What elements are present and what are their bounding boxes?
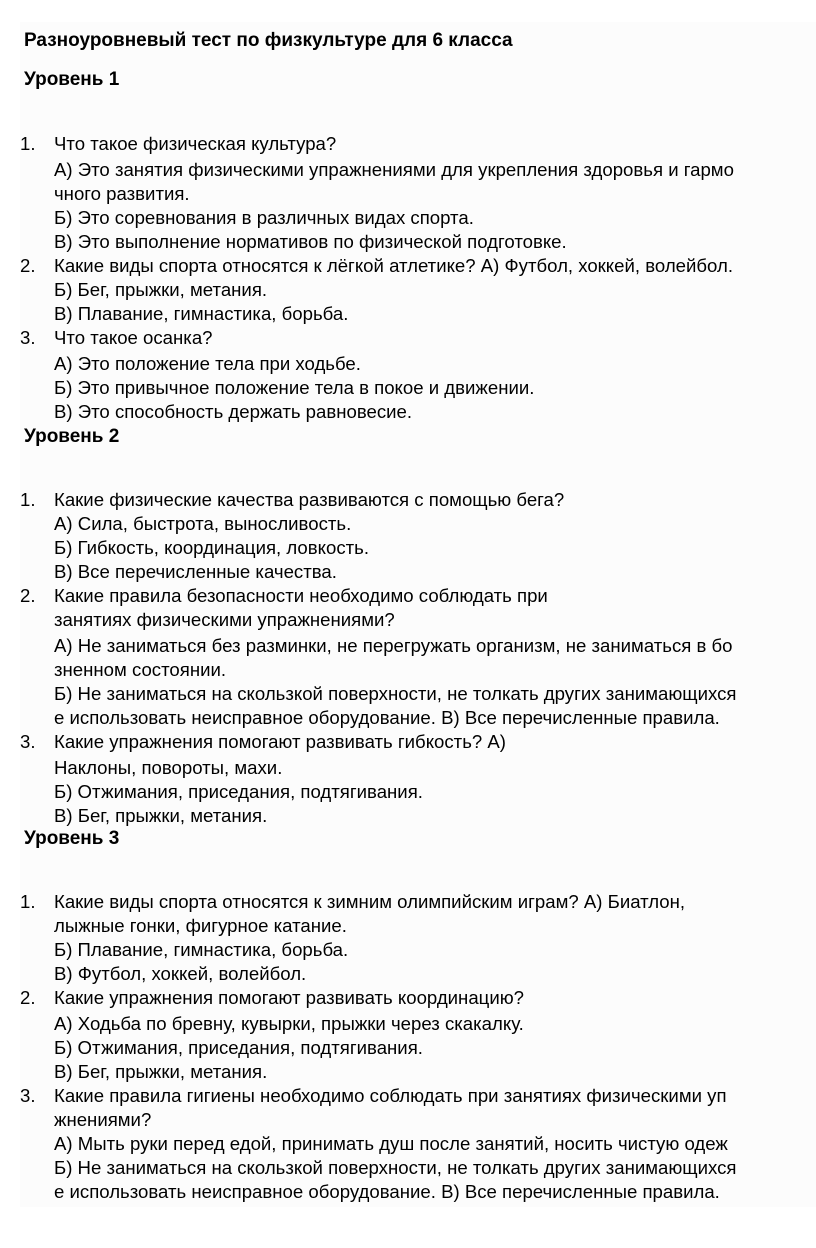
question-number: 2. bbox=[20, 987, 36, 1008]
question-text-continued: занятиях физическими упражнениями? bbox=[54, 609, 395, 630]
level-2-heading: Уровень 2 bbox=[24, 426, 120, 447]
answer-b: Б) Плавание, гимнастика, борьба. bbox=[54, 939, 349, 960]
document-title: Разноуровневый тест по физкультуре для 6 класса bbox=[24, 30, 513, 51]
question-number: 1. bbox=[20, 133, 36, 154]
question-number: 1. bbox=[20, 891, 36, 912]
question-text-continued: жнениями? bbox=[54, 1109, 152, 1130]
answer-b: Б) Это соревнования в различных видах спорта. bbox=[54, 207, 474, 228]
answer-b: Б) Бег, прыжки, метания. bbox=[54, 279, 268, 300]
answer-a-continued: зненном состоянии. bbox=[54, 659, 227, 680]
question-number: 3. bbox=[20, 1085, 36, 1106]
question-text: Какие виды спорта относятся к лёгкой атлетике? А) Футбол, хоккей, волейбол. bbox=[54, 255, 733, 276]
answer-b: Б) Не заниматься на скользкой поверхности, не толкать других занимающихся bbox=[54, 683, 737, 704]
question-number: 2. bbox=[20, 585, 36, 606]
answer-b: Б) Не заниматься на скользкой поверхности, не толкать других занимающихся bbox=[54, 1157, 737, 1178]
answer-c: В) Футбол, хоккей, волейбол. bbox=[54, 963, 307, 984]
answer-c: В) Все перечисленные качества. bbox=[54, 561, 337, 582]
level-1-heading: Уровень 1 bbox=[24, 69, 120, 90]
question-text-continued: Наклоны, повороты, махи. bbox=[54, 757, 283, 778]
question-text: Что такое осанка? bbox=[54, 327, 213, 348]
answer-c: В) Плавание, гимнастика, борьба. bbox=[54, 303, 349, 324]
question-text: Какие упражнения помогают развивать координацию? bbox=[54, 987, 524, 1008]
question-text: Какие правила безопасности необходимо соблюдать при bbox=[54, 585, 548, 606]
question-text: Какие упражнения помогают развивать гибкость? А) bbox=[54, 731, 506, 752]
answer-b: Б) Отжимания, приседания, подтягивания. bbox=[54, 781, 423, 802]
question-text-continued: лыжные гонки, фигурное катание. bbox=[54, 915, 347, 936]
answer-b-continued: е использовать неисправное оборудование. В) Все перечисленные правила. bbox=[54, 707, 720, 728]
answer-a-continued: чного развития. bbox=[54, 183, 190, 204]
level-3-heading: Уровень 3 bbox=[24, 828, 120, 849]
answer-a: А) Это положение тела при ходьбе. bbox=[54, 353, 361, 374]
answer-c: В) Бег, прыжки, метания. bbox=[54, 1061, 268, 1082]
question-number: 3. bbox=[20, 731, 36, 752]
question-number: 3. bbox=[20, 327, 36, 348]
question-text: Какие правила гигиены необходимо соблюдать при занятиях физическими уп bbox=[54, 1085, 727, 1106]
answer-a: А) Сила, быстрота, выносливость. bbox=[54, 513, 352, 534]
question-number: 2. bbox=[20, 255, 36, 276]
question-text: Какие виды спорта относятся к зимним олимпийским играм? А) Биатлон, bbox=[54, 891, 686, 912]
answer-c: В) Это выполнение нормативов по физической подготовке. bbox=[54, 231, 567, 252]
question-text: Что такое физическая культура? bbox=[54, 133, 337, 154]
document-page bbox=[20, 22, 816, 1207]
answer-b: Б) Отжимания, приседания, подтягивания. bbox=[54, 1037, 423, 1058]
question-text: Какие физические качества развиваются с помощью бега? bbox=[54, 489, 565, 510]
answer-a: А) Не заниматься без разминки, не перегружать организм, не заниматься в бо bbox=[54, 635, 733, 656]
question-number: 1. bbox=[20, 489, 36, 510]
answer-a: А) Ходьба по бревну, кувырки, прыжки через скакалку. bbox=[54, 1013, 524, 1034]
answer-b: Б) Гибкость, координация, ловкость. bbox=[54, 537, 369, 558]
answer-c: В) Это способность держать равновесие. bbox=[54, 401, 413, 422]
answer-b: Б) Это привычное положение тела в покое и движении. bbox=[54, 377, 535, 398]
answer-b-continued: е использовать неисправное оборудование. В) Все перечисленные правила. bbox=[54, 1181, 720, 1202]
answer-a: А) Это занятия физическими упражнениями для укрепления здоровья и гармо bbox=[54, 159, 734, 180]
answer-a: А) Мыть руки перед едой, принимать душ после занятий, носить чистую одеж bbox=[54, 1133, 728, 1154]
answer-c: В) Бег, прыжки, метания. bbox=[54, 805, 268, 826]
